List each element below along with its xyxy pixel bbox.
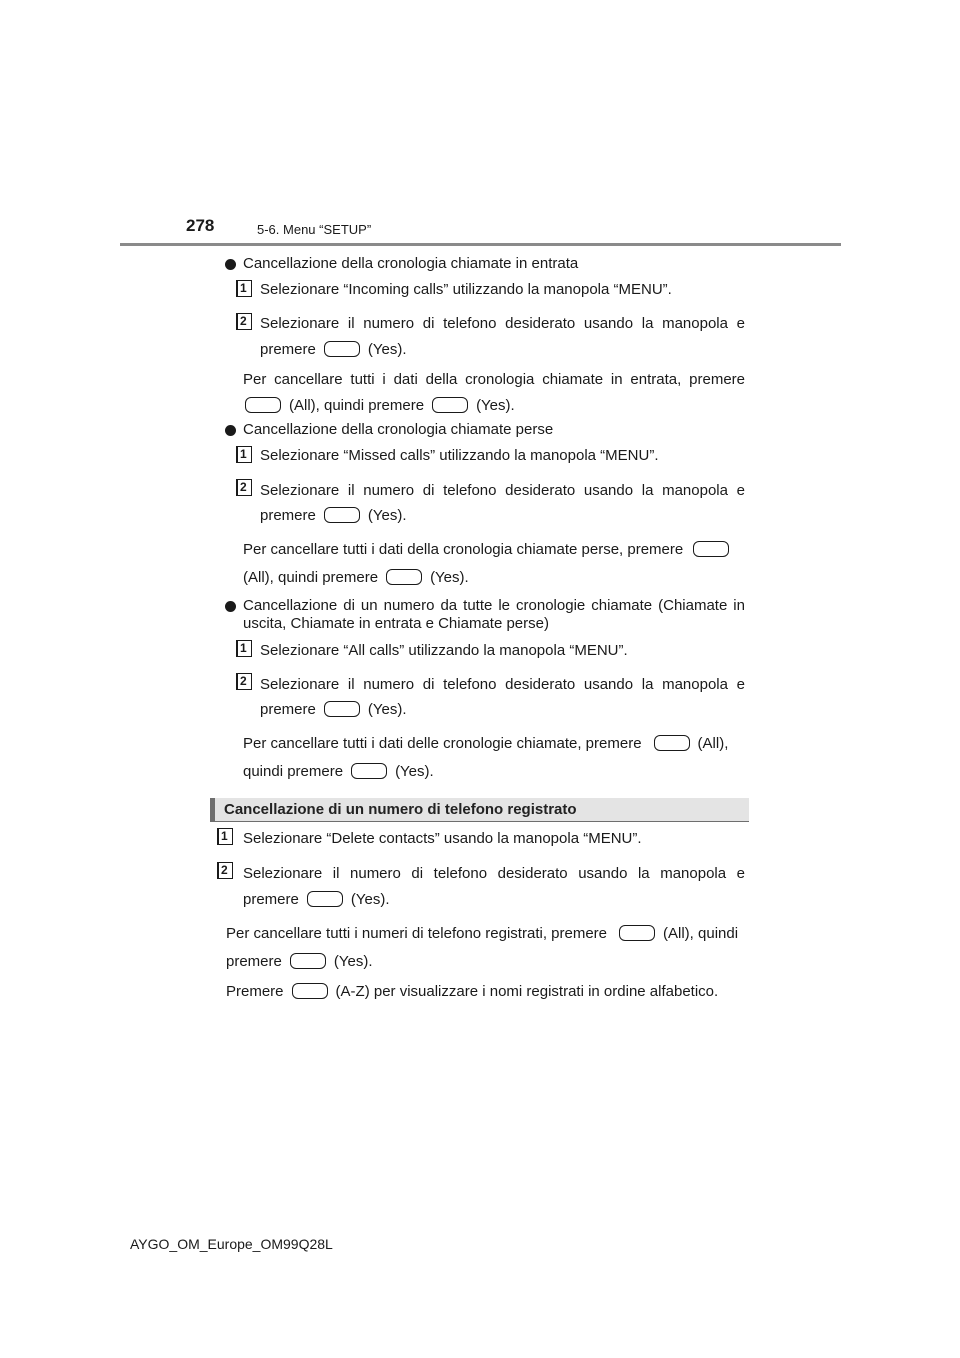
- yes-key-icon: [432, 397, 468, 413]
- yes-key-icon: [307, 891, 343, 907]
- yes-key-icon: [386, 569, 422, 585]
- missed-title: Cancellazione della cronologia chiamate perse: [243, 421, 554, 438]
- all-key-icon: [693, 541, 729, 557]
- contacts-step2-line1: Selezionare il numero di telefono desiderato usando la manopola e: [243, 865, 745, 882]
- contacts-note2-text-a: Premere: [226, 983, 284, 1000]
- all-title-line1: Cancellazione di un numero da tutte le cronologie chiamate (Chiamate in: [243, 597, 745, 614]
- incoming-note-line1: Per cancellare tutti i dati della cronologia chiamate in entrata, premere: [243, 371, 745, 388]
- step-2-icon: 2: [236, 673, 252, 690]
- bullet-icon: [225, 601, 236, 612]
- all-step2-line1: Selezionare il numero di telefono desiderato usando la manopola e: [260, 676, 745, 693]
- all-key-icon: [245, 397, 281, 413]
- section-heading: [210, 798, 749, 822]
- all-key-icon: [619, 925, 655, 941]
- missed-note-text-1: Per cancellare tutti i dati della cronologia chiamate perse, premere: [243, 541, 684, 558]
- yes-key-icon: [324, 341, 360, 357]
- header-divider: [120, 243, 841, 246]
- step-2-icon: 2: [236, 313, 252, 330]
- yes-key-icon: [351, 763, 387, 779]
- incoming-step2-text-b: (Yes).: [367, 341, 407, 358]
- all-note-text-b: (Yes).: [395, 763, 434, 780]
- incoming-step1: Selezionare “Incoming calls” utilizzando la manopola “MENU”.: [260, 281, 672, 298]
- step-1-icon: 1: [236, 446, 252, 463]
- missed-step2-text-b: (Yes).: [367, 507, 407, 524]
- step-2-icon: 2: [236, 479, 252, 496]
- incoming-step2-text-a: premere: [260, 341, 316, 358]
- missed-note-line1: [243, 540, 737, 560]
- all-title-line2: uscita, Chiamate in entrata e Chiamate perse): [243, 615, 549, 632]
- step-1-icon: 1: [217, 828, 233, 845]
- step-1-icon: 1: [236, 280, 252, 297]
- step-2-icon: 2: [217, 862, 233, 879]
- contacts-note-text-a: premere: [226, 953, 282, 970]
- all-step2-text-a: premere: [260, 701, 316, 718]
- document-code: AYGO_OM_Europe_OM99Q28L: [130, 1236, 333, 1252]
- missed-note-text-a: (All), quindi premere: [243, 569, 379, 586]
- missed-step1: Selezionare “Missed calls” utilizzando la manopola “MENU”.: [260, 447, 659, 464]
- contacts-step2-line2: [243, 890, 390, 910]
- contacts-note-line2: [226, 952, 373, 972]
- bullet-icon: [225, 259, 236, 270]
- incoming-step2-line2: [260, 340, 407, 360]
- incoming-step2-line1: Selezionare il numero di telefono desiderato usando la manopola e: [260, 315, 745, 332]
- contacts-step2-text-b: (Yes).: [350, 891, 390, 908]
- all-note-line1: [243, 734, 728, 754]
- bullet-icon: [225, 425, 236, 436]
- missed-note-text-b: (Yes).: [430, 569, 469, 586]
- az-key-icon: [292, 983, 328, 999]
- incoming-note-text-b: (Yes).: [476, 397, 515, 414]
- step-1-icon: 1: [236, 640, 252, 657]
- all-key-icon: [654, 735, 690, 751]
- all-note-text-1a: Per cancellare tutti i dati delle cronologie chiamate, premere: [243, 735, 642, 752]
- missed-step2-line2: [260, 506, 407, 526]
- missed-note-line2: [243, 568, 469, 588]
- incoming-note-line2: [243, 396, 515, 416]
- section-heading-text: Cancellazione di un numero di telefono registrato: [224, 801, 577, 818]
- all-step2-text-b: (Yes).: [367, 701, 407, 718]
- contacts-step2-text-a: premere: [243, 891, 299, 908]
- all-step2-line2: [260, 700, 407, 720]
- all-note-text-1b: (All),: [697, 735, 729, 752]
- yes-key-icon: [324, 507, 360, 523]
- missed-step2-text-a: premere: [260, 507, 316, 524]
- all-step1: Selezionare “All calls” utilizzando la manopola “MENU”.: [260, 642, 628, 659]
- contacts-note-text-1a: Per cancellare tutti i numeri di telefono registrati, premere: [226, 925, 608, 942]
- all-note-text-a: quindi premere: [243, 763, 344, 780]
- all-note-line2: [243, 762, 434, 782]
- section-title: 5-6. Menu “SETUP”: [257, 222, 372, 237]
- contacts-note2-text-b: (A-Z) per visualizzare i nomi registrati in ordine alfabetico.: [335, 983, 719, 1000]
- contacts-step1: Selezionare “Delete contacts” usando la manopola “MENU”.: [243, 830, 642, 847]
- missed-step2-line1: Selezionare il numero di telefono desiderato usando la manopola e: [260, 482, 745, 499]
- incoming-note-text-a: (All), quindi premere: [289, 397, 425, 414]
- contacts-note-line1: [226, 924, 738, 944]
- yes-key-icon: [324, 701, 360, 717]
- contacts-note-text-b: (Yes).: [333, 953, 373, 970]
- page-number: 278: [186, 216, 215, 235]
- yes-key-icon: [290, 953, 326, 969]
- incoming-title: Cancellazione della cronologia chiamate in entrata: [243, 255, 579, 272]
- contacts-note-text-1b: (All), quindi: [663, 925, 739, 942]
- contacts-note2: [226, 982, 718, 1002]
